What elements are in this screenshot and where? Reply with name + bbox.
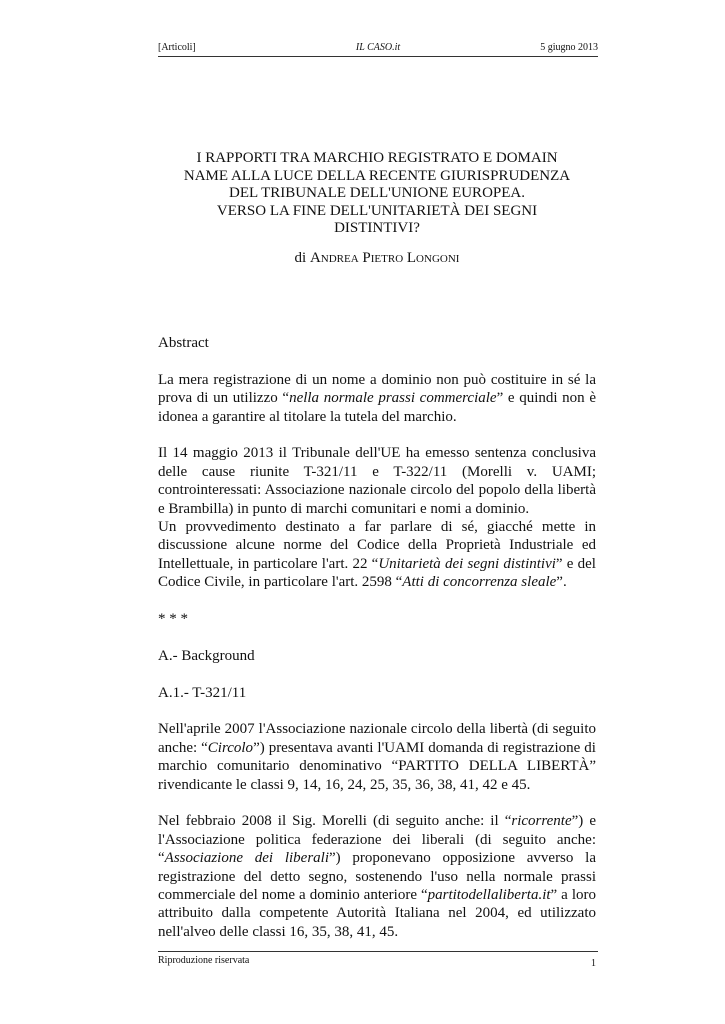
italic-run: ricorrente — [511, 813, 572, 830]
article-body — [158, 334, 596, 941]
section-heading-a: A.- Background — [158, 647, 255, 664]
italic-run: Unitarietà dei segni distintivi — [378, 555, 556, 572]
author-line — [158, 250, 596, 267]
title-line: I RAPPORTI TRA MARCHIO REGISTRATO E DOMAIN — [196, 150, 558, 166]
section-separator: * * * — [158, 611, 188, 628]
header-section: [Articoli] — [158, 42, 196, 53]
text-run: Nell'aprile 2007 l'Associazione nazionale circolo della libertà (di seguito anche: “ — [158, 721, 596, 756]
abstract-paragraph-1 — [158, 371, 596, 426]
italic-run: Atti di concorrenza sleale — [402, 574, 557, 591]
section-heading-a1: A.1.- T-321/11 — [158, 684, 247, 701]
italic-run: partitodellaliberta.it — [427, 887, 551, 904]
body-paragraph-2 — [158, 812, 596, 941]
title-line: NAME ALLA LUCE DELLA RECENTE GIURISPRUDENZA — [183, 167, 571, 184]
text-run: ”. — [556, 574, 567, 591]
italic-run: Circolo — [207, 739, 254, 756]
text-run: ”) presentava avanti l'UAMI domanda di registrazione di marchio comunitario denominativo “PARTITO DELLA LIBERTÀ” rivendicante le classi 9, 14, 16, 24, 25, 35, 36, 38, 41, 42 e 45. — [158, 739, 596, 793]
abstract-paragraph-3 — [158, 518, 596, 592]
article-title — [158, 150, 596, 238]
text-run: ” e del Codice Civile, in particolare l'art. 2598 “ — [158, 555, 596, 591]
text-run: ”) proponevano opposizione avverso la registrazione del detto segno, sostenendo l'uso nella normale prassi commerciale del nome a dominio anteriore “ — [158, 850, 596, 904]
text-run: Nel febbraio 2008 il Sig. Morelli (di seguito anche: il “ — [158, 813, 512, 830]
header-date: 5 giugno 2013 — [540, 42, 598, 53]
footer-note: Riproduzione riservata — [158, 955, 250, 966]
text-run: ” a loro attribuito dalla competente Autorità Italiana nel 2004, ed utilizzato nell'alveo delle classi 16, 35, 38, 41, 45. — [158, 887, 596, 940]
abstract-heading: Abstract — [158, 335, 209, 351]
title-line: DEL TRIBUNALE DELL'UNIONE EUROPEA. — [228, 185, 525, 202]
abstract-paragraph-2: Il 14 maggio 2013 il Tribunale dell'UE ha emesso sentenza conclusiva delle cause riunite T-321/11 e T-322/11 (Morelli v. UAMI; controinteressati: Associazione nazionale circolo del popolo della libertà e Brambilla) in punto di marchi comunitari e nomi a dominio. — [158, 445, 596, 517]
header-publication: IL CASO.it — [355, 42, 401, 53]
italic-run: Associazione dei liberali — [164, 850, 330, 867]
text-run: Un provvedimento destinato a far parlare di sé, giacché mette in discussione alcune norme del Codice della Proprietà Industriale ed Intellettuale, in particolare l'art. 22 “ — [158, 519, 596, 572]
text-run: La mera registrazione di un nome a dominio non può costituire in sé la prova di un utilizzo “ — [158, 371, 596, 407]
text-run: ”) e l'Associazione politica federazione dei liberali (di seguito anche: “ — [158, 813, 596, 867]
page-footer — [158, 951, 598, 968]
italic-run: nella normale prassi commerciale — [289, 390, 497, 407]
author-prefix: di — [294, 250, 310, 266]
title-line: DISTINTIVI? — [334, 220, 420, 237]
body-paragraph-1 — [158, 720, 596, 794]
title-line: VERSO LA FINE DELL'UNITARIETÀ DEI SEGNI — [216, 202, 538, 219]
page-number: 1 — [591, 958, 596, 969]
text-run: ” e quindi non è idonea a garantire al titolare la tutela del marchio. — [158, 390, 596, 425]
author-name: Andrea Pietro Longoni — [309, 250, 460, 266]
page-header — [158, 42, 598, 57]
